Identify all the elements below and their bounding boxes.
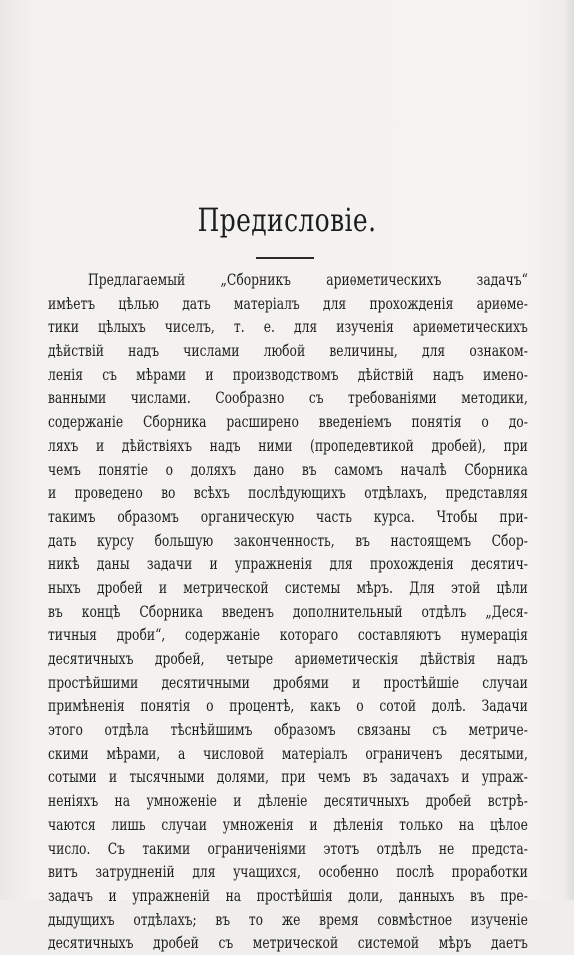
text-line: дать курсу большую законченность, въ настоящемъ Сбор- [48, 530, 528, 550]
page-title: Предисловіе. [197, 201, 377, 239]
text-line: чаются лишь случаи умноженія и дѣленія только на цѣлое [48, 814, 528, 834]
text-line: тичныя дроби“, содержаніе котораго составляютъ нумерація [48, 625, 528, 645]
text-line: ляхъ и дѣйствіяхъ надъ ними (пропедевтикой дробей), при [48, 435, 528, 455]
text-line: десятичныхъ дробей съ метрической системой мѣръ даетъ [48, 933, 528, 953]
title-divider [256, 257, 314, 259]
text-line: задачъ и упражненій на простѣйшія доли, данныхъ въ пре- [48, 885, 528, 905]
text-line: никѣ даны задачи и упражненія для прохожденія десятич- [48, 554, 528, 574]
text-line: такимъ образомъ органическую часть курса. Чтобы при- [48, 506, 528, 526]
text-line: тики цѣлыхъ чиселъ, т. е. для изученія ариѳметическихъ [48, 317, 528, 337]
text-line: дыдущихъ отдѣлахъ; въ то же время совмѣстное изученіе [48, 909, 528, 929]
text-line: неніяхъ на умноженіе и дѣленіе десятичныхъ дробей встрѣ- [48, 791, 528, 811]
text-line: простѣйшими десятичными дробями и простѣйшіе случаи [48, 672, 528, 692]
text-line: и проведено во всѣхъ послѣдующихъ отдѣлахъ, представляя [48, 483, 528, 503]
text-line: витъ затрудненій для учащихся, особенно послѣ проработки [48, 862, 528, 882]
text-line: въ концѣ Сборника введенъ дополнительный отдѣлъ „Деся- [48, 601, 528, 621]
text-line: имѣетъ цѣлью дать матеріалъ для прохожденія ариѳме- [48, 293, 528, 313]
text-line: содержаніе Сборника расширено введеніемъ понятія о до- [48, 412, 528, 432]
text-line: Предлагаемый „Сборникъ ариѳметическихъ задачъ“ [87, 270, 528, 289]
text-line: сотыми и тысячными долями, при чемъ въ задачахъ и упраж- [48, 767, 528, 787]
preface-text [48, 268, 528, 955]
text-line: этого отдѣла тѣснѣйшимъ образомъ связаны съ метриче- [48, 720, 528, 740]
text-line: число. Съ такими ограниченіями этотъ отдѣлъ не предста- [48, 838, 528, 858]
text-line: десятичныхъ дробей, четыре ариѳметическія дѣйствія надъ [48, 649, 528, 668]
text-line: примѣненія понятія о процентѣ, какъ о сотой долѣ. Задачи [48, 696, 528, 716]
text-line: ванными числами. Сообразно съ требованіями методики, [48, 388, 528, 408]
text-line: чемъ понятіе о доляхъ дано въ самомъ началѣ Сборника [48, 459, 528, 479]
text-line: дѣйствій надъ числами любой величины, для ознаком- [48, 341, 528, 361]
page-edge-shadow [564, 0, 574, 900]
text-line: ленія съ мѣрами и производствомъ дѣйствій надъ имено- [48, 364, 528, 384]
text-line: ныхъ дробей и метрической системы мѣръ. Для этой цѣли [48, 577, 528, 597]
text-line: скими мѣрами, а числовой матеріалъ ограниченъ десятыми, [48, 743, 528, 763]
